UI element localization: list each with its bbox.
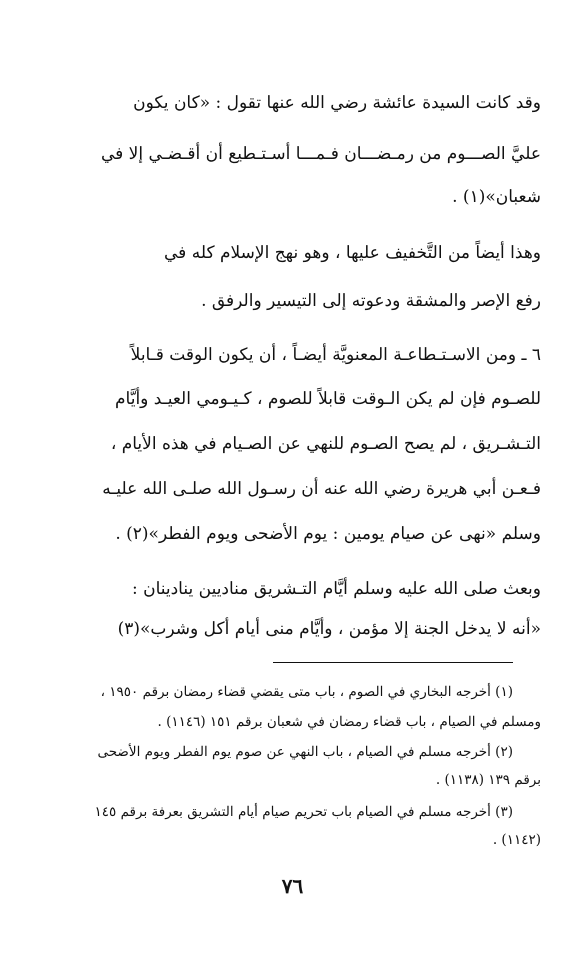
body-line: للصـوم فإن لم يكن الـوقت قابلاً للصوم ، كـيـومي العيـد وأيَّام [115, 389, 541, 409]
body-line: عليَّ الصـــوم من رمـضـــان فـمـــا أسـتـطيع أن أقـضـي إلا في [100, 144, 541, 164]
body-line: وبعث صلى الله عليه وسلم أيَّام التـشريق مناديين ينادينان : [131, 579, 541, 599]
body-line: فـعـن أبي هريرة رضي الله عنه أن رسـول الله صلـى الله عليـه [102, 479, 541, 499]
body-line: وقد كانت السيدة عائشة رضي الله عنها تقول : «كان يكون [133, 93, 541, 113]
footnote-line: برقم ١٣٩ (١١٣٨) . [435, 772, 541, 788]
footnote-separator [273, 662, 513, 663]
footnote-line: (١) أخرجه البخاري في الصوم ، باب متى يقضي قضاء رمضان برقم ١٩٥٠ ، [100, 684, 513, 700]
body-line: وهذا أيضاً من التَّخفيف عليها ، وهو نهج الإسلام كله في [164, 243, 541, 263]
body-line: رفع الإصر والمشقة ودعوته إلى التيسير والرفق . [201, 291, 541, 311]
body-line: ٦ ـ ومن الاسـتـطاعـة المعنويَّة أيضـاً ، أن يكون الوقت قـابلاً [130, 345, 541, 365]
body-line: التـشـريق ، لم يصح الصـوم للنهي عن الصـيام في هذه الأيام ، [110, 434, 541, 454]
footnote-line: (٣) أخرجه مسلم في الصيام باب تحريم صيام أيام التشريق بعرفة برقم ١٤٥ [94, 804, 513, 820]
footnote-line: (٢) أخرجه مسلم في الصيام ، باب النهي عن صوم يوم الفطر ويوم الأضحى [97, 744, 513, 760]
page-number: ٧٦ [281, 874, 304, 898]
body-line: «أنه لا يدخل الجنة إلا مؤمن ، وأيَّام منى أيام أكل وشرب»(٣) [117, 619, 541, 639]
footnote-line: (١١٤٢) . [492, 832, 541, 848]
footnote-line: ومسلم في الصيام ، باب قضاء رمضان في شعبان برقم ١٥١ (١١٤٦) . [157, 714, 541, 730]
body-line: وسلم «نهى عن صيام يومين : يوم الأضحى ويوم الفطر»(٢) . [115, 524, 541, 544]
body-line: شعبان»(١) . [452, 187, 541, 207]
